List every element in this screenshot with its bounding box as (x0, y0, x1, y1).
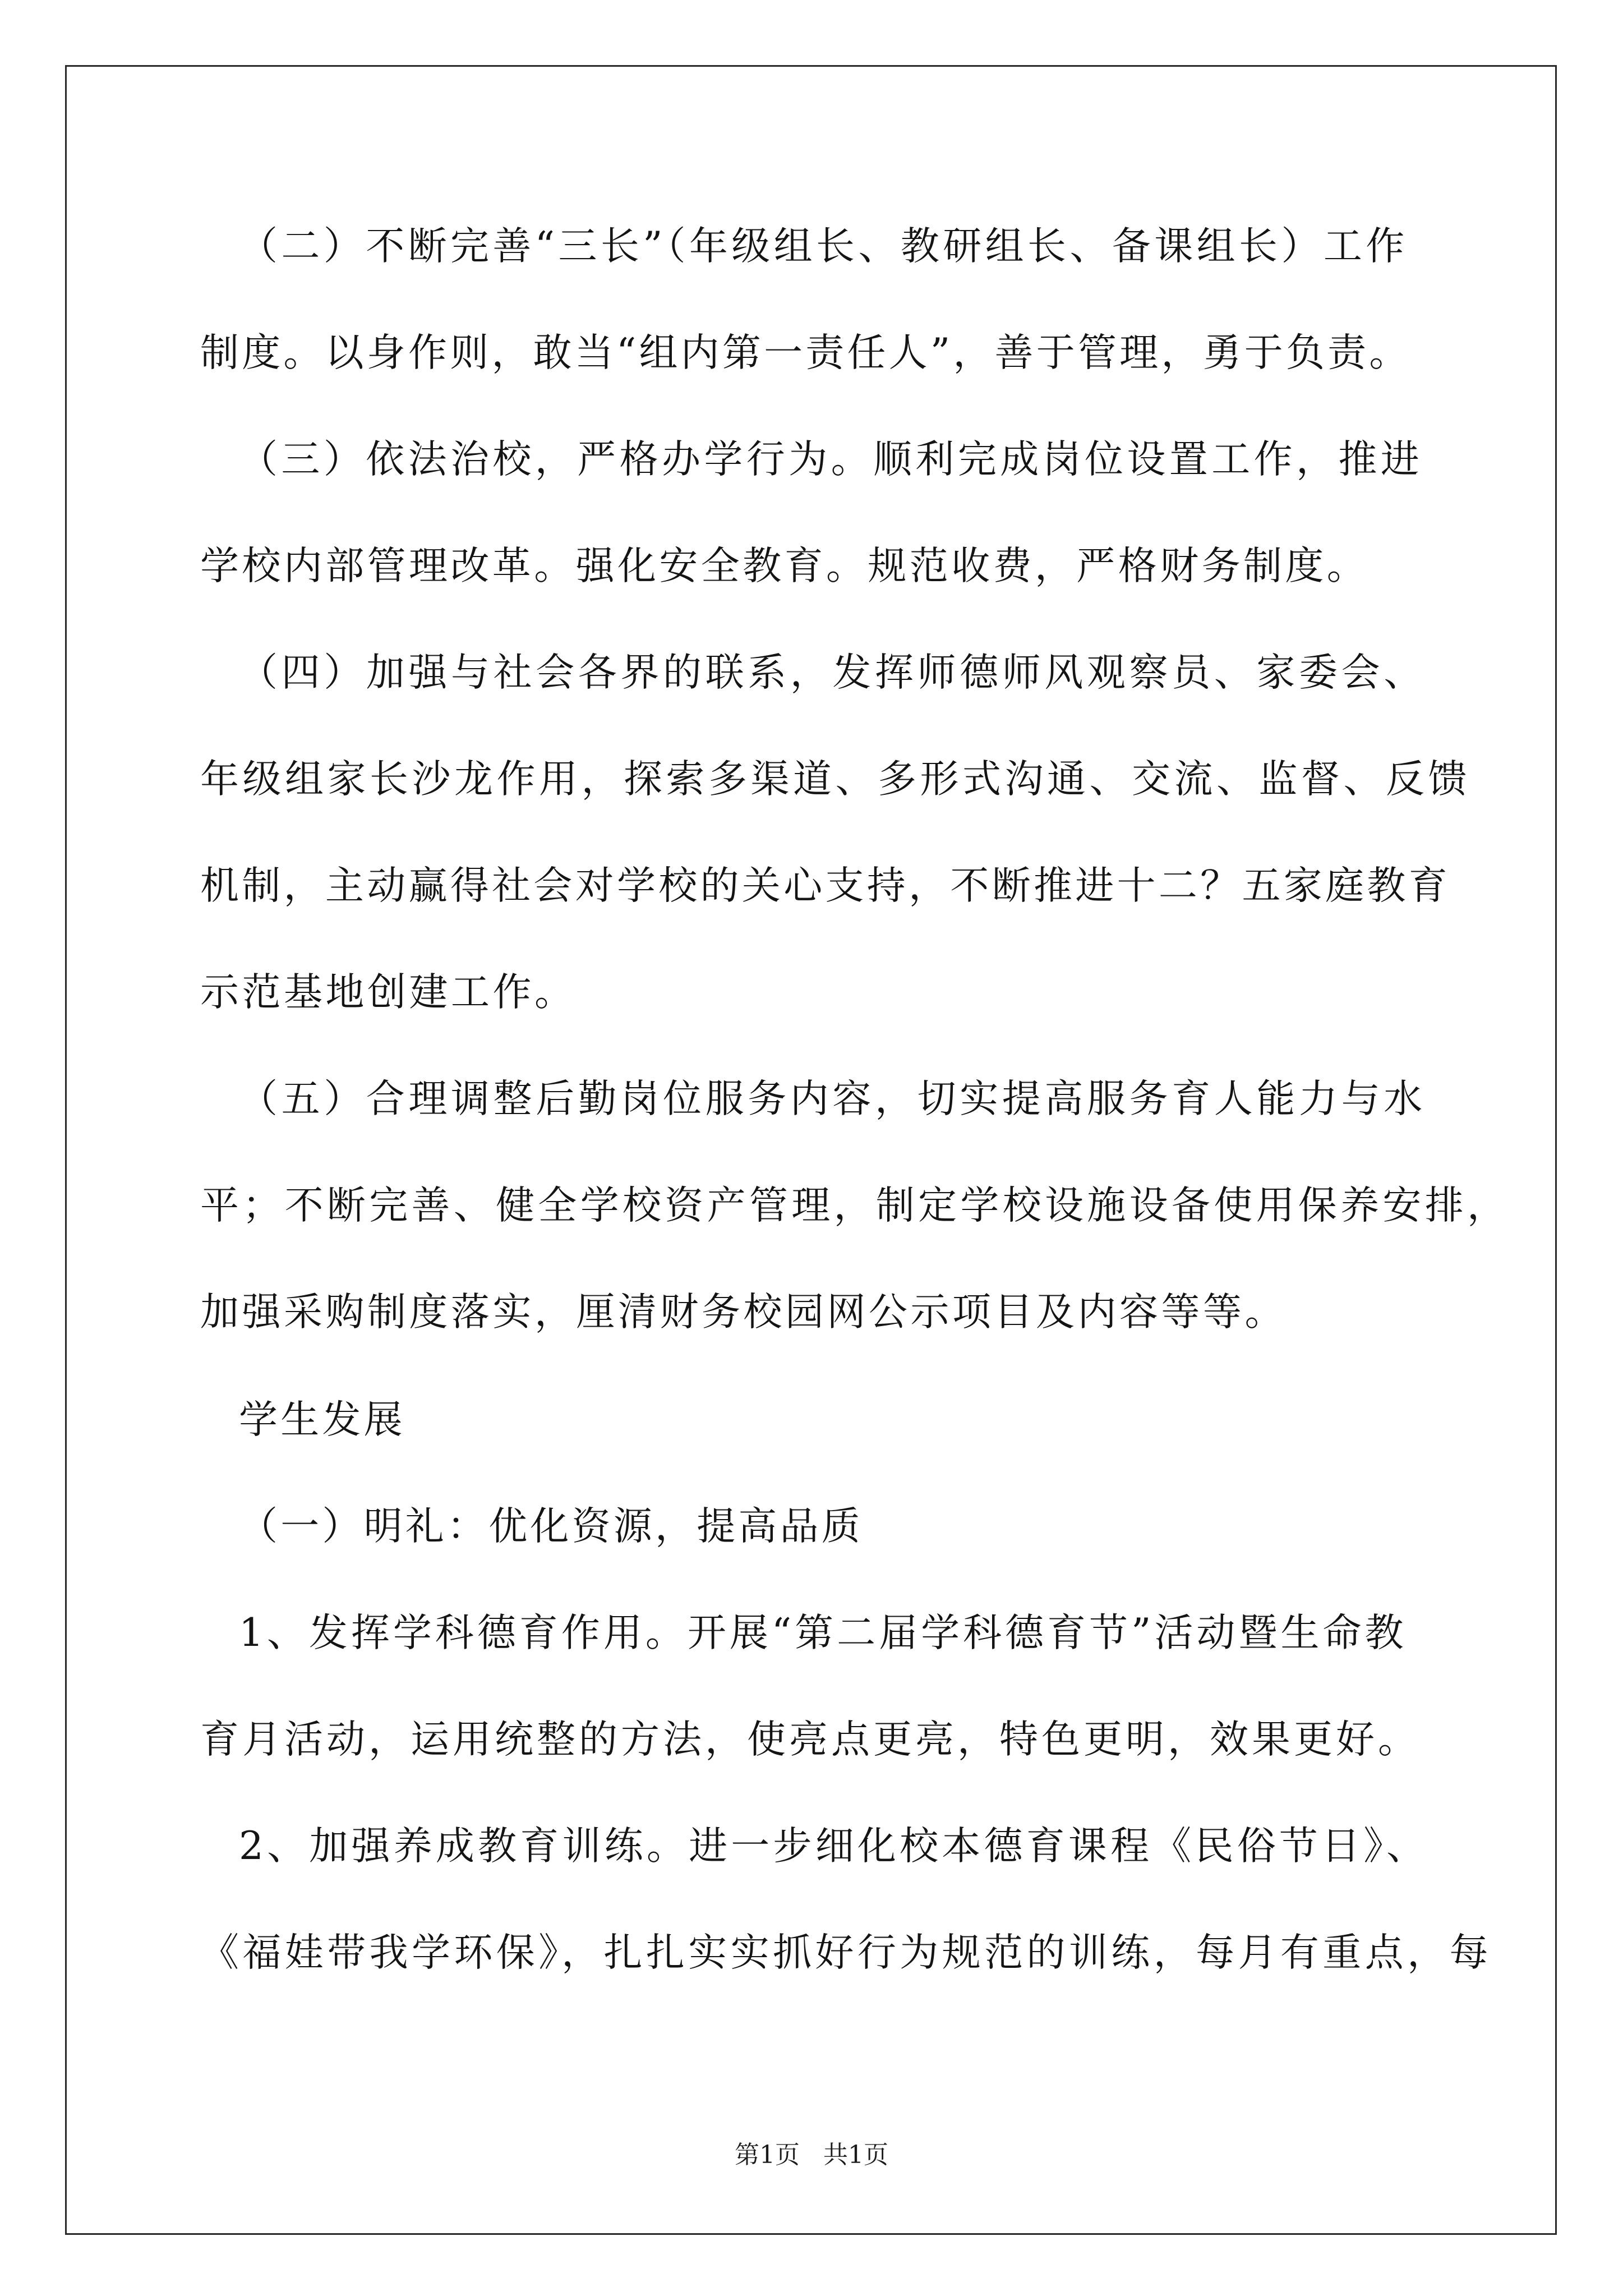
paragraph-line: （四）加强与社会各界的联系，发挥师德师风观察员、家委会、 (239, 650, 1426, 695)
page-footer: 第1页 共1页 (735, 2141, 888, 2169)
paragraph-line: （五）合理调整后勤岗位服务内容，切实提高服务育人能力与水 (239, 1076, 1426, 1121)
paragraph-line: 育月活动，运用统整的方法，使亮点更亮，特色更明，效果更好。 (200, 1717, 1420, 1762)
page-border (65, 65, 1557, 2235)
paragraph-line: 2、加强养成教育训练。进一步细化校本德育课程《民俗节日》、 (239, 1824, 1429, 1869)
paragraph-line: 1、发挥学科德育作用。开展“第二届学科德育节”活动暨生命教 (239, 1611, 1407, 1655)
subsection-heading: （一）明礼：优化资源，提高品质 (239, 1504, 863, 1549)
paragraph-line: 《福娃带我学环保》，扎扎实实抓好行为规范的训练，每月有重点，每 (200, 1930, 1492, 1975)
paragraph-line: 加强采购制度落实，厘清财务校园网公示项目及内容等等。 (200, 1290, 1287, 1335)
paragraph-line: 制度。以身作则，敢当“组内第一责任人”，善于管理，勇于负责。 (200, 330, 1411, 375)
paragraph-line: 示范基地创建工作。 (200, 970, 577, 1015)
paragraph-line: 年级组家长沙龙作用，探索多渠道、多形式沟通、交流、监督、反馈 (200, 757, 1470, 802)
paragraph-line: （二）不断完善“三长”（年级组长、教研组长、备课组长）工作 (239, 224, 1408, 269)
section-heading: 学生发展 (239, 1397, 405, 1442)
paragraph-line: 学校内部管理改革。强化安全教育。规范收费，严格财务制度。 (200, 544, 1369, 588)
paragraph-line: 平；不断完善、健全学校资产管理，制定学校设施设备使用保养安排， (200, 1183, 1510, 1228)
paragraph-line: 机制，主动赢得社会对学校的关心支持，不断推进十二？五家庭教育 (200, 863, 1450, 908)
paragraph-line: （三）依法治校，严格办学行为。顺利完成岗位设置工作，推进 (239, 437, 1423, 482)
